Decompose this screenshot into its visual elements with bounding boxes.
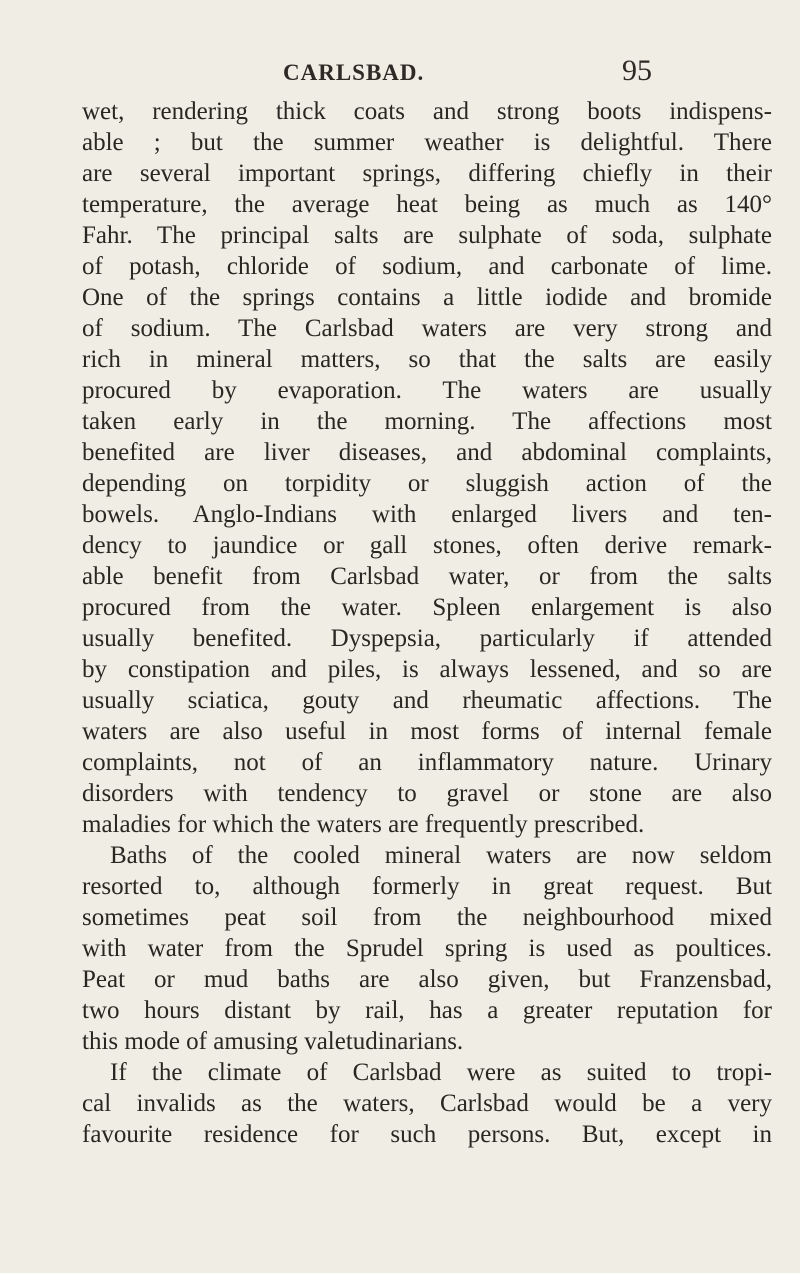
text-line: two hours distant by rail, has a greater reputation for <box>82 997 772 1024</box>
text-line: cal invalids as the waters, Carlsbad would be a very <box>82 1090 772 1117</box>
text-line: depending on torpidity or sluggish action of the <box>82 470 772 497</box>
text-line: of potash, chloride of sodium, and carbonate of lime. <box>82 253 772 280</box>
text-line: waters are also useful in most forms of internal female <box>82 718 772 745</box>
text-line: maladies for which the waters are frequently prescribed. <box>82 811 645 838</box>
text-line: Peat or mud baths are also given, but Franzensbad, <box>82 966 772 993</box>
text-line: temperature, the average heat being as much as 140° <box>82 191 772 218</box>
text-line: with water from the Sprudel spring is used as poultices. <box>82 935 772 962</box>
text-line: benefited are liver diseases, and abdominal complaints, <box>82 439 772 466</box>
text-line: taken early in the morning. The affections most <box>82 408 772 435</box>
text-line: complaints, not of an inflammatory nature. Urinary <box>82 749 772 776</box>
text-line: usually sciatica, gouty and rheumatic affections. The <box>82 687 772 714</box>
text-line: are several important springs, differing chiefly in their <box>82 160 772 187</box>
paragraph-start-line: If the climate of Carlsbad were as suited to tropi- <box>110 1059 772 1086</box>
text-line: Fahr. The principal salts are sulphate of soda, sulphate <box>82 222 772 249</box>
text-line: dency to jaundice or gall stones, often derive remark- <box>82 532 772 559</box>
text-line: sometimes peat soil from the neighbourhood mixed <box>82 904 772 931</box>
paragraph-start-line: Baths of the cooled mineral waters are now seldom <box>110 842 772 869</box>
page-number: 95 <box>622 54 652 87</box>
text-line: bowels. Anglo-Indians with enlarged livers and ten- <box>82 501 772 528</box>
text-line: disorders with tendency to gravel or stone are also <box>82 780 772 807</box>
page-header <box>0 52 800 92</box>
body-text <box>82 96 772 1150</box>
text-line: One of the springs contains a little iodide and bromide <box>82 284 772 311</box>
text-line: of sodium. The Carlsbad waters are very strong and <box>82 315 772 342</box>
text-line: able benefit from Carlsbad water, or from the salts <box>82 563 772 590</box>
text-line: favourite residence for such persons. But, except in <box>82 1121 772 1148</box>
text-line: resorted to, although formerly in great request. But <box>82 873 772 900</box>
text-line: able ; but the summer weather is delightful. There <box>82 129 772 156</box>
text-line: by constipation and piles, is always lessened, and so are <box>82 656 772 683</box>
running-head: CARLSBAD. <box>283 60 425 85</box>
text-line: procured from the water. Spleen enlargement is also <box>82 594 772 621</box>
text-line: wet, rendering thick coats and strong boots indispens- <box>82 98 772 125</box>
text-line: rich in mineral matters, so that the salts are easily <box>82 346 772 373</box>
text-line: usually benefited. Dyspepsia, particularly if attended <box>82 625 772 652</box>
text-line: procured by evaporation. The waters are usually <box>82 377 772 404</box>
text-line: this mode of amusing valetudinarians. <box>82 1028 464 1055</box>
